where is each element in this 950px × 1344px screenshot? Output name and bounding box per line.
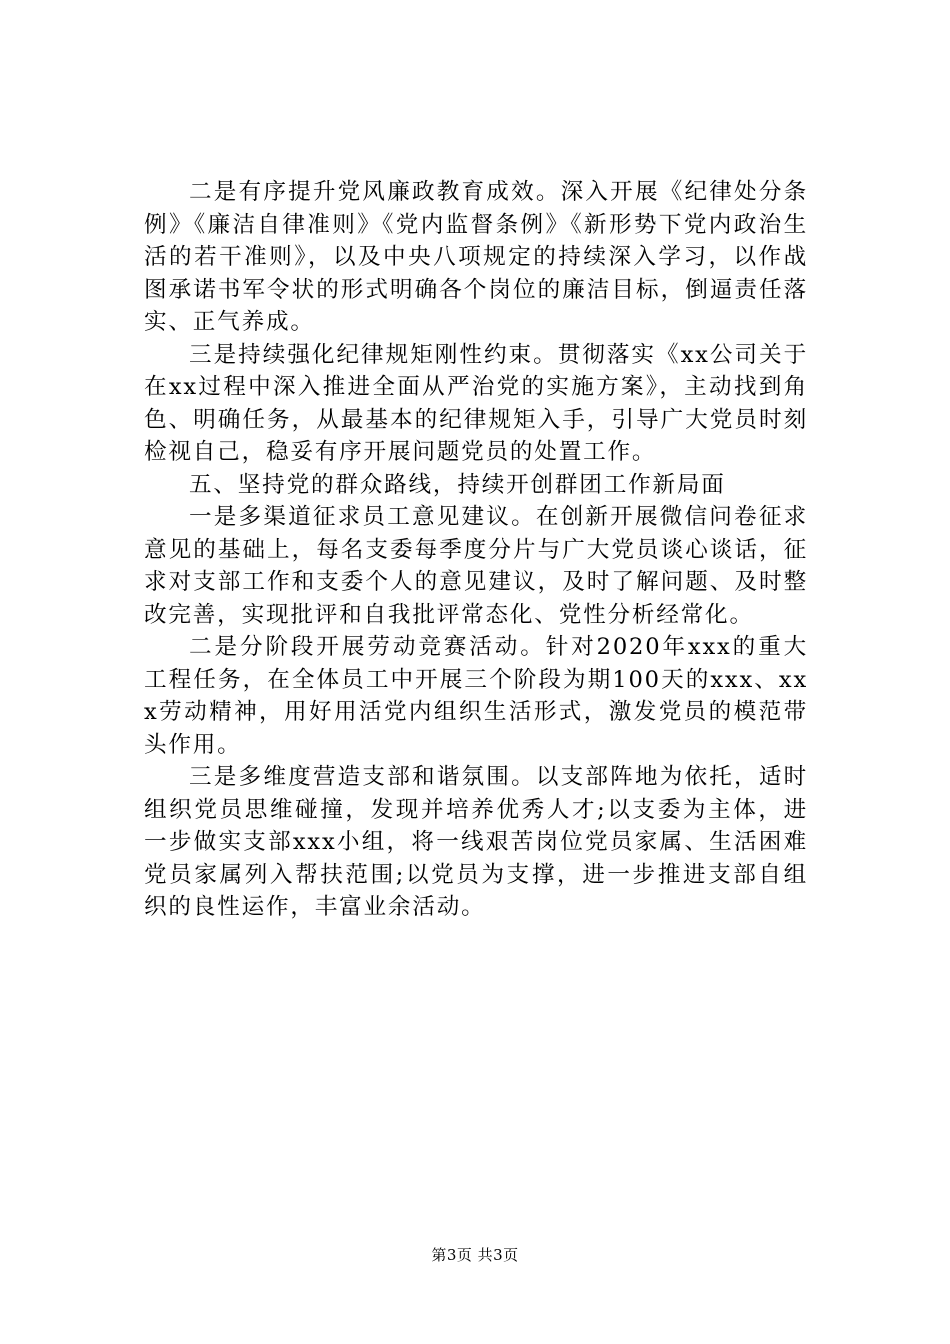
paragraph-discipline-rules: 三是持续强化纪律规矩刚性约束。贯彻落实《xx公司关于在xx过程中深入推进全面从严治党的实施方案》，主动找到角色、明确任务，从最基本的纪律规矩入手，引导广大党员时刻检视自己，稳妥有序开展问题党员的处置工作。: [144, 341, 808, 465]
section-heading-mass-line: 五、坚持党的群众路线，持续开创群团工作新局面: [189, 471, 726, 498]
page-number-footer: 第3页 共3页: [431, 1246, 519, 1264]
paragraph-party-conduct-education: 二是有序提升党风廉政教育成效。深入开展《纪律处分条例》《廉洁自律准则》《党内监督条例》《新形势下党内政治生活的若干准则》，以及中央八项规定的持续深入学习，以作战图承诺书军令状的形式明确各个岗位的廉洁目标，倒逼责任落实、正气养成。: [144, 179, 808, 335]
paragraph-labor-competition: 二是分阶段开展劳动竞赛活动。针对2020年xxx的重大工程任务，在全体员工中开展三个阶段为期100天的xxx、xxx劳动精神，用好用活党内组织生活形式，激发党员的模范带头作用。: [144, 634, 808, 758]
paragraph-branch-harmony: 三是多维度营造支部和谐氛围。以支部阵地为依托，适时组织党员思维碰撞，发现并培养优秀人才;以支委为主体，进一步做实支部xxx小组，将一线艰苦岗位党员家属、生活困难党员家属列入帮扶范围;以党员为支撑，进一步推进支部自组织的良性运作，丰富业余活动。: [144, 764, 808, 920]
document-body: [144, 176, 808, 924]
paragraph-employee-feedback: 一是多渠道征求员工意见建议。在创新开展微信问卷征求意见的基础上，每名支委每季度分片与广大党员谈心谈话，征求对支部工作和支委个人的意见建议，及时了解问题、及时整改完善，实现批评和自我批评常态化、党性分析经常化。: [144, 504, 808, 628]
